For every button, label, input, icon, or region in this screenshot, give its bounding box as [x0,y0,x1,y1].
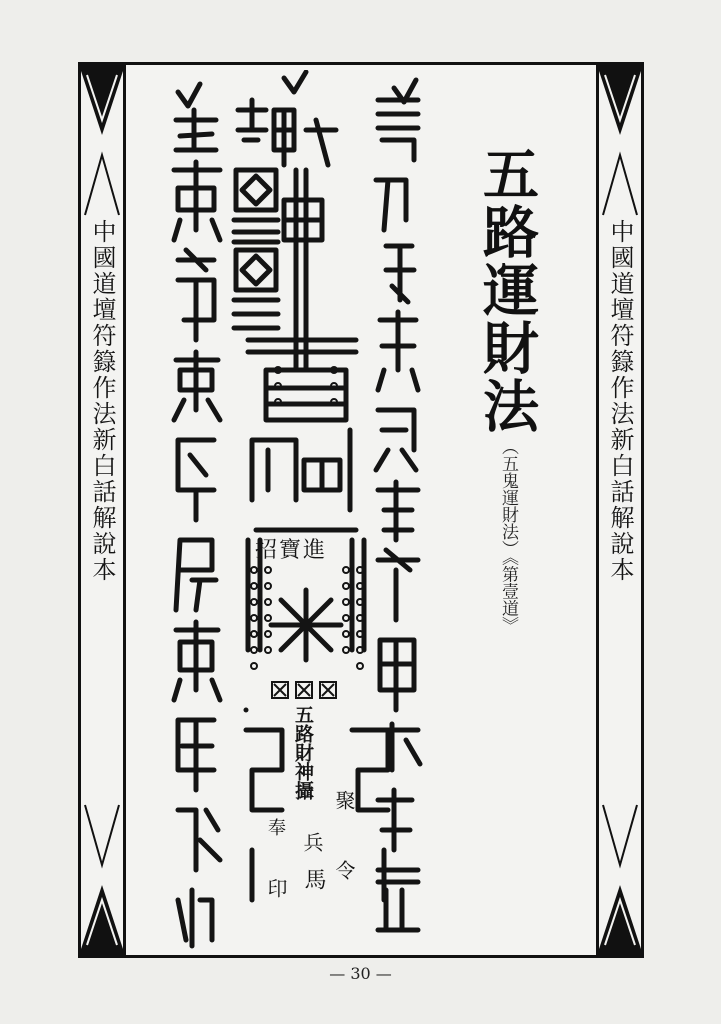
talisman-label-yin: 印 [264,878,288,898]
page-number: — 30 — [329,964,392,983]
left-side-title: 中國道壇符籙作法新白話解說本 [88,219,116,583]
talisman-header: 招寶進 [255,538,328,563]
talisman-label-ling: 令 [332,860,356,880]
talisman-center-label: 五 [292,705,314,724]
talisman-drawing [156,70,456,950]
talisman-label-ma: 馬 [301,868,326,890]
talisman-center-column [292,705,318,800]
talisman-label-feng: 奉 [265,818,286,836]
talisman-label-ju: 聚 [332,790,356,810]
talisman-center-label: 攝 [292,781,314,800]
talisman-center-label: 神 [292,762,314,781]
right-side-title: 中國道壇符籙作法新白話解說本 [606,219,634,583]
talisman-center-label: 財 [292,743,314,762]
left-side-panel [78,62,126,958]
page-subtitle: （五鬼運財法）《第壹道》 [498,438,518,634]
page-title: 五路運財法 [474,145,539,435]
talisman-label-bing: 兵 [300,832,324,852]
right-side-panel [596,62,644,958]
talisman-center-label: 路 [292,724,314,743]
